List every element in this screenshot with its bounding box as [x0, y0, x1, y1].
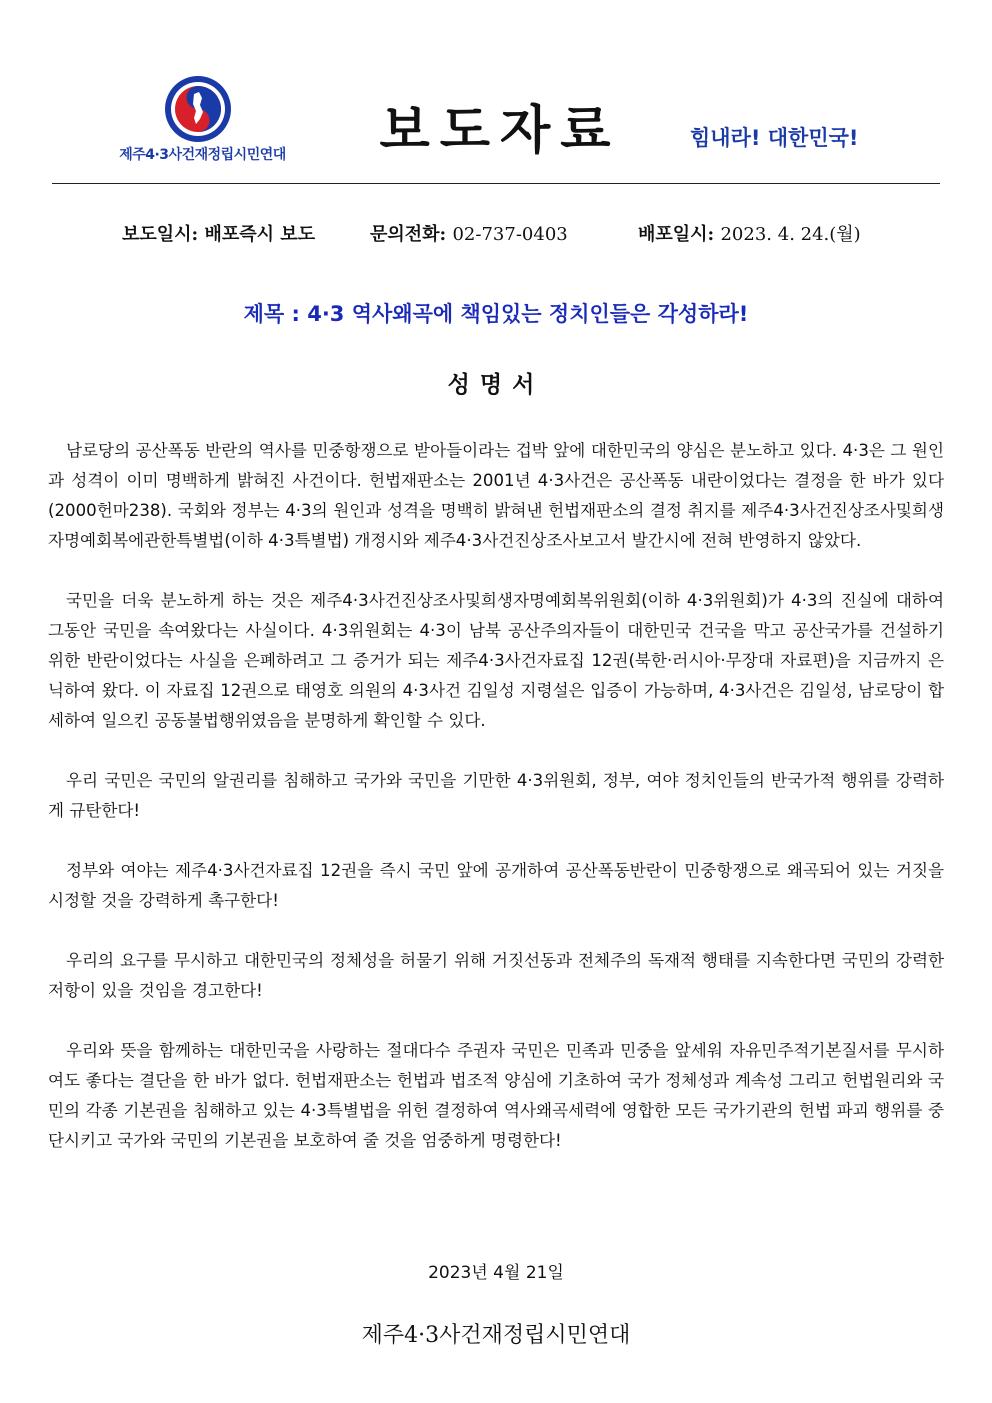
paragraph: 우리의 요구를 무시하고 대한민국의 정체성을 허물기 위해 거짓선동과 전체주의 독재적 행태를 지속한다면 국민의 강력한 저항이 있을 것임을 경고한다!	[48, 951, 944, 1000]
paragraph: 우리와 뜻을 함께하는 대한민국을 사랑하는 절대다수 주권자 국민은 민족과 민중을 앞세워 자유민주적기본질서를 무시하여도 좋다는 결단을 한 바가 없다. 헌법재판소는 헌법과 법조적 양심에 기초하여 국가 정체성과 계속성 그리고 헌법원리와 국민의 각종 기본권을 침해하고 있는 4·3특별법을 위헌 결정하여 역사왜곡세력에 영합한 모든 국가기관의 헌법 파괴 행위를 중단시키고 국가와 국민의 기본권을 보호하여 줄 것을 엄중하게 명령한다!	[48, 1041, 944, 1150]
paragraph: 정부와 여야는 제주4·3사건자료집 12권을 즉시 국민 앞에 공개하여 공산폭동반란이 민중항쟁으로 왜곡되어 있는 거짓을 시정할 것을 강력하게 촉구한다!	[48, 861, 945, 910]
statement-body	[48, 436, 944, 1186]
organization-name: 제주4·3사건재정립시민연대	[119, 147, 286, 163]
paragraph: 남로당의 공산폭동 반란의 역사를 민중항쟁으로 받아들이라는 겁박 앞에 대한민국의 양심은 분노하고 있다. 4·3은 그 원인과 성격이 이미 명백하게 밝혀진 사건이다. 헌법재판소는 2001년 4·3사건은 공산폭동 내란이었다는 결정을 한 바가 있다(2000헌마238). 국회와 정부는 4·3의 원인과 성격을 명백히 밝혀낸 헌법재판소의 결정 취지를 제주4·3사건진상조사및희생자명예회복에관한특별법(이하 4·3특별법) 개정시와 제주4·3사건진상조사보고서 발간시에 전혀 반영하지 않았다.	[48, 441, 944, 550]
phone-value: 02-737-0403	[452, 224, 568, 245]
phone-info	[370, 220, 568, 246]
statement-date: 2023년 4월 21일	[428, 1263, 564, 1283]
slogan: 힘내라! 대한민국!	[690, 126, 859, 150]
statement-title: 성명서	[447, 372, 545, 398]
distribution-label: 배포일시:	[638, 224, 715, 245]
paragraph: 국민을 더욱 분노하게 하는 것은 제주4·3사건진상조사및희생자명예회복위원회(이하 4·3위원회)가 4·3의 진실에 대하여 그동안 국민을 속여왔다는 사실이다. 4·3위원회는 4·3이 남북 공산주의자들이 대한민국 건국을 막고 공산국가를 건설하기 위한 반란이었다는 사실을 은폐하려고 그 증거가 되는 제주4·3사건자료집 12권(북한·러시아·무장대 자료편)을 지금까지 은닉하여 왔다. 이 자료집 12권으로 태영호 의원의 4·3사건 김일성 지령설은 입증이 가능하며, 4·3사건은 김일성, 남로당이 합세하여 일으킨 공동불법행위였음을 분명하게 확인할 수 있다.	[48, 591, 944, 730]
signer-name: 제주4·3사건재정립시민연대	[361, 1323, 631, 1348]
document-title: 보도자료	[379, 100, 621, 161]
organization-logo	[100, 72, 305, 172]
release-label: 보도일시:	[122, 224, 199, 245]
subject-heading: 제목 : 4·3 역사왜곡에 책임있는 정치인들은 각성하라!	[243, 302, 749, 326]
release-value: 배포즉시 보도	[204, 224, 316, 245]
distribution-info	[638, 220, 861, 246]
header-divider	[52, 183, 940, 184]
emblem-icon	[163, 74, 233, 144]
release-info	[122, 220, 315, 246]
distribution-value: 2023. 4. 24.(월)	[720, 224, 861, 245]
paragraph: 우리 국민은 국민의 알권리를 침해하고 국가와 국민을 기만한 4·3위원회, 정부, 여야 정치인들의 반국가적 행위를 강력하게 규탄한다!	[48, 771, 944, 820]
phone-label: 문의전화:	[370, 224, 447, 245]
